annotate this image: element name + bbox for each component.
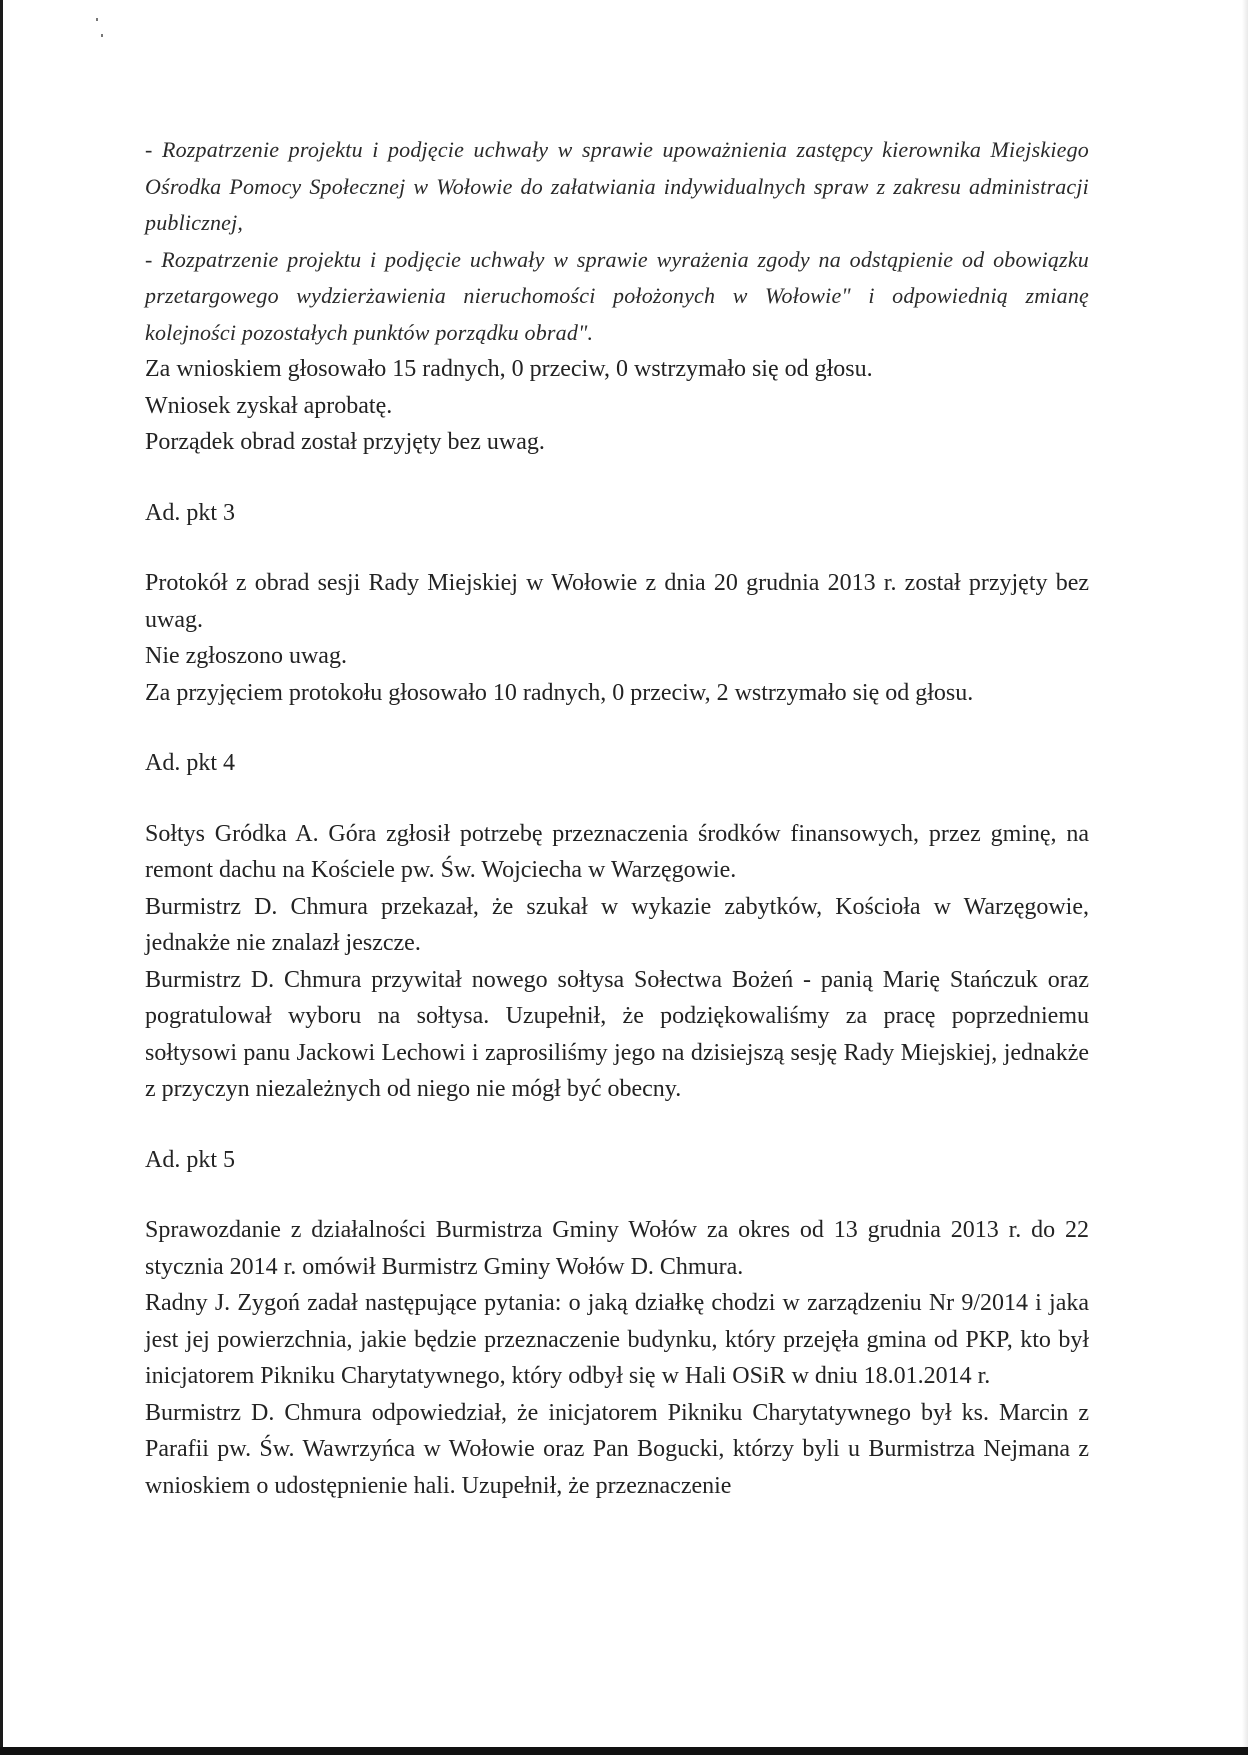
- section-5-paragraph: Burmistrz D. Chmura odpowiedział, że inicjatorem Pikniku Charytatywnego był ks. Marcin z Parafii pw. Św. Wawrzyńca w Wołowie oraz Pan Bogucki, którzy byli u Burmistrza Nejmana z wnioskiem o udostępnienie hali. Uzupełnił, że przeznaczenie: [145, 1399, 1089, 1499]
- section-5-paragraph: Radny J. Zygoń zadał następujące pytania: o jaką działkę chodzi w zarządzeniu Nr 9/2014 i jaka jest jej powierzchnia, jakie będzie przeznaczenie budynku, który przejęła gmina od PKP, kto był inicjatorem Pikniku Charytatywnego, który odbył się w Hali OSiR w dniu 18.01.2014 r.: [145, 1290, 1089, 1389]
- italic-agenda-item-2: - Rozpatrzenie projektu i podjęcie uchwały w sprawie wyrażenia zgody na odstąpienie od obowiązku przetargowego wydzierżawienia nieruchomości położonych w Wołowie" i odpowiednią zmianę kolejności pozostałych punktów porządku obrad".: [145, 246, 1089, 345]
- scan-right-shade: [1242, 0, 1248, 1755]
- section-4-paragraph: Burmistrz D. Chmura przekazał, że szukał w wykazie zabytków, Kościoła w Warzęgowie, jednakże nie znalazł jeszcze.: [145, 893, 1089, 956]
- section-4-paragraph: Burmistrz D. Chmura przywitał nowego sołtysa Sołectwa Bożeń - panią Marię Stańczuk oraz pogratulował wyboru na sołtysa. Uzupełnił, że podziękowaliśmy za pracę poprzedniemu sołtysowi panu Jackowi Lechowi i zaprosiliśmy jego na dzisiejszą sesję Rady Miejskiej, jednakże z przyczyn niezależnych od niego nie mógł być obecny.: [145, 966, 1089, 1102]
- section-heading-pkt-4: Ad. pkt 4: [145, 750, 235, 776]
- scan-speck: [101, 34, 103, 37]
- section-heading-pkt-5: Ad. pkt 5: [145, 1146, 235, 1173]
- scan-left-edge: [0, 0, 3, 1755]
- vote-result-line: Za wnioskiem głosowało 15 radnych, 0 przeciw, 0 wstrzymało się od głosu.: [145, 356, 873, 382]
- italic-agenda-item-1: - Rozpatrzenie projektu i podjęcie uchwały w sprawie upoważnienia zastępcy kierownika Miejskiego Ośrodka Pomocy Społecznej w Wołowie do załatwiania indywidualnych spraw z zakresu administracji publicznej,: [145, 137, 1089, 235]
- section-3-paragraph: Protokół z obrad sesji Rady Miejskiej w Wołowie z dnia 20 grudnia 2013 r. został przyjęty bez uwag.: [145, 570, 1089, 633]
- section-3-paragraph: Za przyjęciem protokołu głosowało 10 radnych, 0 przeciw, 2 wstrzymało się od głosu.: [145, 679, 974, 706]
- section-heading-pkt-3: Ad. pkt 3: [145, 499, 235, 526]
- motion-approved-line: Wniosek zyskał aprobatę.: [145, 392, 393, 419]
- scan-bottom-edge: [0, 1747, 1248, 1755]
- agenda-accepted-line: Porządek obrad został przyjęty bez uwag.: [145, 429, 545, 455]
- section-3-paragraph: Nie zgłoszono uwag.: [145, 643, 347, 669]
- document-page: [145, 132, 1089, 1504]
- scan-speck: [96, 18, 98, 21]
- section-5-paragraph: Sprawozdanie z działalności Burmistrza Gminy Wołów za okres od 13 grudnia 2013 r. do 22 stycznia 2014 r. omówił Burmistrz Gminy Wołów D. Chmura.: [145, 1217, 1089, 1280]
- section-4-paragraph: Sołtys Gródka A. Góra zgłosił potrzebę przeznaczenia środków finansowych, przez gminę, na remont dachu na Kościele pw. Św. Wojciecha w Warzęgowie.: [145, 820, 1089, 883]
